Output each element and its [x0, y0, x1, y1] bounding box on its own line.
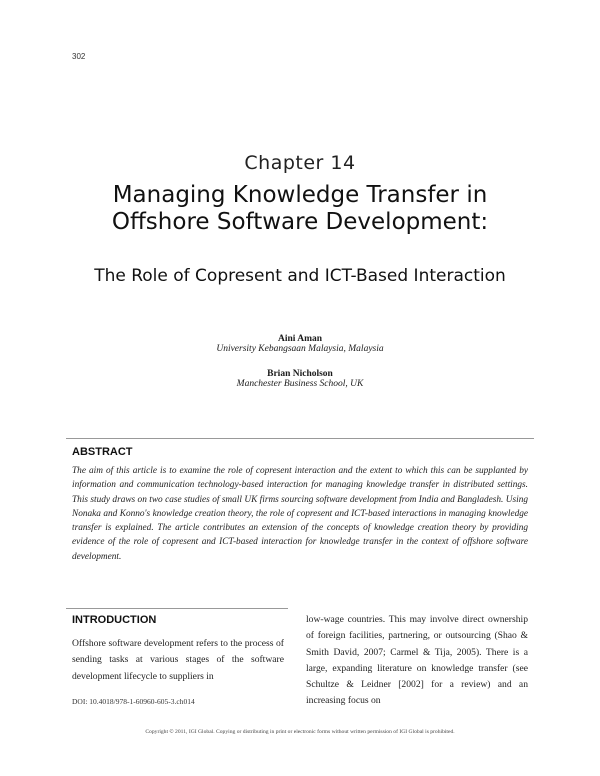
abstract-heading: ABSTRACT: [72, 446, 133, 458]
author-block: [0, 369, 600, 389]
page-number: 302: [72, 52, 86, 61]
introduction-heading: INTRODUCTION: [72, 614, 157, 626]
abstract-divider: [66, 438, 534, 439]
chapter-title: Managing Knowledge Transfer in Offshore Software Development:: [111, 182, 489, 235]
body-column-right: low-wage countries. This may involve direct ownership of foreign facilities, partnering, or outsourcing (Shao & Smith David, 2007; Carmel & Tija, 2005). There is a large, expanding literature on knowledge transfer (see Schultze & Leidner [2002] for a review) and an increasing focus on: [306, 614, 528, 707]
abstract-text: The aim of this article is to examine the role of copresent interaction and the extent to which this can be supplanted by information and communication technology-based interaction for managing knowledge transfer in distributed settings. This study draws on two case studies of small UK firms sourcing software development from India and Bangladesh. Using Nonaka and Konno's knowledge creation theory, the role of copresent and ICT-based interactions in managing knowledge transfer is explained. The article contributes an extension of the concepts of knowledge creation theory by providing evidence of the role of copresent and ICT-based interaction for knowledge transfer in the context of offshore software development.: [72, 466, 528, 562]
chapter-label: Chapter 14: [244, 152, 356, 174]
chapter-subtitle: The Role of Copresent and ICT-Based Interaction: [94, 266, 506, 286]
introduction-divider: [66, 608, 288, 609]
copyright-notice: Copyright © 2011, IGI Global. Copying or distributing in print or electronic forms without written permission of IGI Global is prohibited.: [145, 729, 455, 735]
author-name: Aini Aman: [277, 334, 323, 344]
author-name: Brian Nicholson: [267, 369, 333, 379]
body-column-left: Offshore software development refers to the process of sending tasks at various stages of the software development lifecycle to suppliers in: [72, 638, 284, 682]
author-affiliation: Manchester Business School, UK: [236, 379, 364, 389]
author-affiliation: University Kebangsaan Malaysia, Malaysia: [216, 344, 384, 354]
author-block: [0, 334, 600, 354]
doi-line: DOI: 10.4018/978-1-60960-605-3.ch014: [72, 697, 195, 706]
